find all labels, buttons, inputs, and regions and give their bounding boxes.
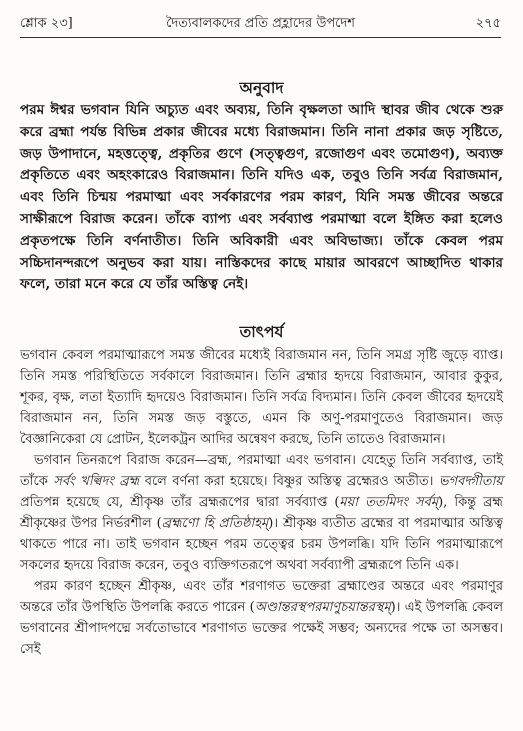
p2-text-a: ভগবান তিনরূপে বিরাজ করেন—ব্রহ্ম, পরমাত্মা এবং ভগবান। যেহেতু তিনি সর্বব্যাপ্ত, তাই তাঁকে <box>20 453 503 489</box>
purport-text <box>20 345 503 660</box>
page-number: ২৭৫ <box>475 16 501 31</box>
p3-sanskrit-quote: অণ্ডান্তরস্থপরমাণুচয়ান্তরস্থম্ <box>254 600 391 615</box>
purport-paragraph-2 <box>20 450 503 576</box>
purport-paragraph-1: ভগবান কেবল পরমাত্মারূপে সমস্ত জীবের মধ্যেই বিরাজমান নন, তিনি সমগ্র সৃষ্টি জুড়ে ব্যাপ্ত। তিনি সমস্ত পরিস্থিতিতে সর্বকালে বিরাজমান। তিনি ব্রহ্মার হৃদয়ে বিরাজমান, আবার কুকুর, শূকর, বৃক্ষ, লতা ইত্যাদি হৃদয়েও বিরাজমান। তিনি সর্বত্র বিদ্যমান। তিনি কেবল জীবের হৃদয়েই বিরাজমান নন, তিনি সমস্ত জড় বস্তুতে, এমন কি অণু-পরমাণুতেও বিরাজমান। জড় বৈজ্ঞানিকেরা যে প্রোটন, ইলেকট্রন আদির অন্বেষণ করছে, তিনি তাতেও বিরাজমান। <box>20 348 503 447</box>
translation-paragraph: পরম ঈশ্বর ভগবান যিনি অচ্যুত এবং অব্যয়, তিনি বৃক্ষলতা আদি স্থাবর জীব থেকে শুরু করে ব্রহ্মা পর্যন্ত বিভিন্ন প্রকার জীবের মধ্যে বিরাজমান। তিনি নানা প্রকার জড় সৃষ্টিতে, জড় উপাদানে, মহত্তত্ত্বে, প্রকৃতির গুণে (সত্ত্বগুণ, রজোগুণ এবং তমোগুণ), অব্যক্ত প্রকৃতিতে এবং অহংকারেও বিরাজমান। তিনি যদিও এক, তবুও তিনি সর্বত্র বিরাজমান, এবং তিনি চিন্ময় পরমাত্মা এবং সর্বকারণের পরম কারণ, যিনি সমস্ত জীবের অন্তরে সাক্ষীরূপে বিরাজ করেন। তাঁকে ব্যাপ্য এবং সর্বব্যাপ্ত পরমাত্মা বলে ইঙ্গিত করা হলেও প্রকৃতপক্ষে তিনি বর্ণনাতীত। তিনি অবিকারী এবং অবিভাজ্য। তাঁকে কেবল পরম সচ্চিদানন্দরূপে অনুভব করা যায়। নাস্তিকদের কাছে মায়ার আবরণে আচ্ছাদিত থাকার ফলে, তারা মনে করে যে তাঁর অস্তিত্ব নেই। <box>20 102 503 293</box>
p2-sanskrit-quote-2: ময়া ততমিদং সর্বম্ <box>339 495 439 510</box>
p2-text-e: প্রতিপন্ন হয়েছে যে, শ্রীকৃষ্ণ তাঁর ব্রহ্মরূপের দ্বারা সর্বব্যাপ্ত ( <box>20 495 340 510</box>
verse-reference: শ্লোক ২৩] <box>20 16 73 31</box>
p2-text-i: )। শ্রীকৃষ্ণ ব্যতীত ব্রহ্মের বা পরমাত্মার অস্তিত্ব থাকতে পারে না। তাই ভগবান হচ্ছেন পরম তত্ত্বের চরম উপলব্ধি। যদি তিনি পরমাত্মারূপে সকলের হৃদয়ে বিরাজ করেন, তবুও ব্যক্তিগতরূপে অথবা সর্বব্যাপী ব্রহ্মরূপে তিনি এক। <box>20 516 503 573</box>
p2-sanskrit-quote-1: সর্বং খল্বিদং ব্রহ্ম <box>53 474 140 489</box>
running-header <box>20 14 501 34</box>
p2-scripture-name: ভগবদ্গীতায় <box>438 474 503 489</box>
p3-text-a: পরম কারণ হচ্ছেন শ্রীকৃষ্ণ, এবং তাঁর শরণাগত ভক্তেরা ব্রহ্মাণ্ডের অন্তরে এবং পরমাণুর অন্তরে তাঁর উপস্থিতি উপলব্ধি করতে পারেন ( <box>20 579 503 615</box>
chapter-title: দৈত্যবালকদের প্রতি প্রহ্লাদের উপদেশ <box>166 16 355 31</box>
purport-heading: তাৎপর্য <box>239 322 284 341</box>
header-rule <box>20 37 501 38</box>
translation-heading: অনুবাদ <box>239 78 284 97</box>
p2-text-g: ), কিন্তু ব্রহ্ম শ্রীকৃষ্ণের উপর নির্ভরশীল ( <box>20 495 503 531</box>
purport-paragraph-3 <box>20 576 503 660</box>
p2-text-c: বলে বর্ণনা করা হয়েছে। বিষ্ণুর অস্তিত্ব ব্রহ্মেরও অতীত। <box>139 474 439 489</box>
p3-text-c: )। এই উপলব্ধি কেবল ভগবানের শ্রীপাদপদ্মে সর্বতোভাবে শরণাগত ভক্তের পক্ষেই সম্ভব; অন্যদের পক্ষে তা অসম্ভব। সেই <box>20 600 504 657</box>
translation-text <box>20 100 503 296</box>
p2-sanskrit-quote-3: ব্রহ্মণো হি প্রতিষ্ঠাহম্ <box>161 516 269 531</box>
